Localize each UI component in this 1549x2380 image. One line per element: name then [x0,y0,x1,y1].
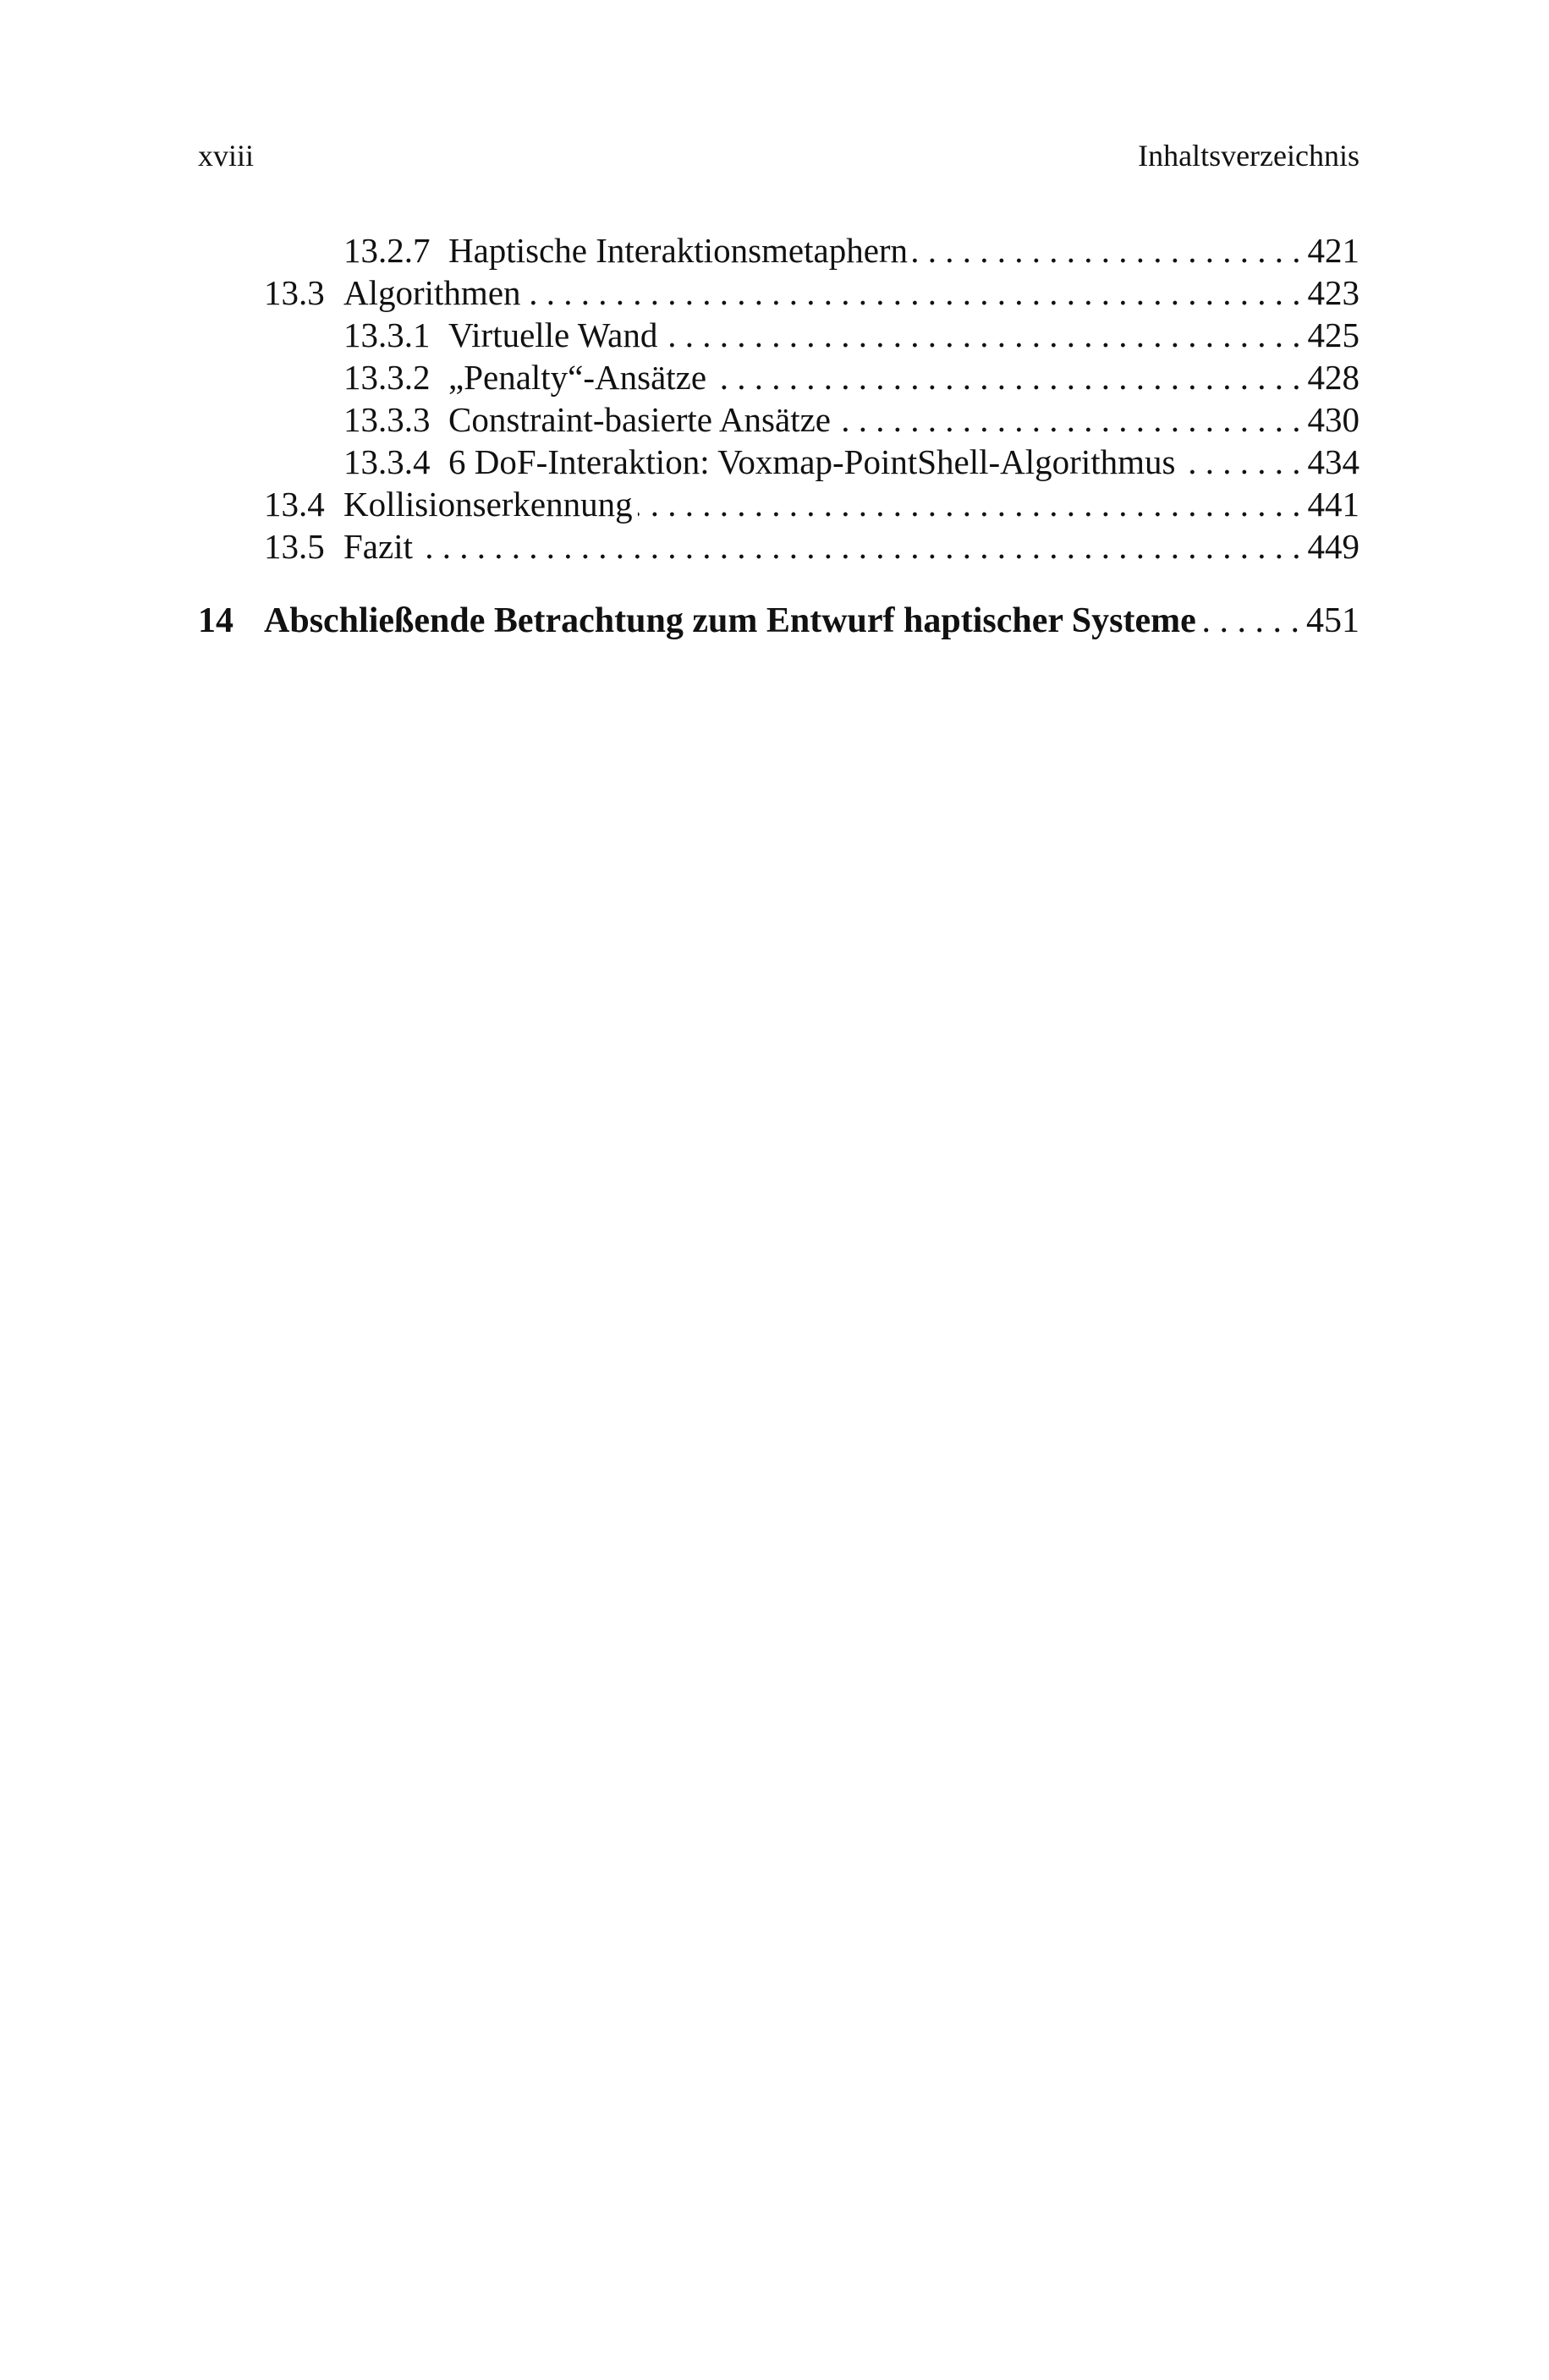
toc-entry-13-3-1[interactable] [343,313,1359,357]
toc-entry-number: 13.3.2 [343,358,431,397]
toc-entry-13-2-7[interactable] [343,228,1359,272]
toc-entry-13-3[interactable] [264,271,1359,315]
toc-entry-page: 451 [1306,601,1359,640]
toc-entry-number: 13.3.1 [343,315,431,354]
dot-leader [526,271,1301,315]
dot-leader [913,228,1300,272]
toc-entry-page: 423 [1307,273,1359,312]
toc-entry-13-5[interactable] [264,524,1359,568]
toc-entry-title: Algorithmen [343,273,521,312]
toc-entry-title: 6 DoF-Interaktion: Voxmap-PointShell-Algorithmus [448,442,1176,481]
toc-entry-page: 425 [1307,315,1359,354]
toc-entry-number: 14 [198,601,233,640]
toc-entry-page: 449 [1307,527,1359,566]
toc-entry-page: 421 [1307,231,1359,270]
toc-entry-page: 428 [1307,358,1359,397]
dot-leader [1180,440,1300,484]
toc-entry-number: 13.3 [264,273,325,312]
dot-leader [418,524,1301,568]
toc-entry-title: „Penalty“-Ansätze [448,358,707,397]
toc-entry-number: 13.3.4 [343,442,431,481]
toc-entry-13-3-4[interactable] [343,440,1359,484]
running-head [198,135,1359,176]
toc-entry-title: Kollisionserkennung [343,485,633,524]
toc-entry-number: 13.5 [264,527,325,566]
toc-entry-number: 13.4 [264,485,325,524]
toc-entry-page: 441 [1307,485,1359,524]
toc-entry-title: Abschließende Betrachtung zum Entwurf haptischer Systeme [264,601,1196,640]
toc-entry-13-4[interactable] [264,482,1359,526]
dot-leader [836,398,1300,441]
toc-entry-page: 434 [1307,442,1359,481]
dot-leader [711,355,1300,399]
toc-entry-number: 13.2.7 [343,231,431,270]
running-title: Inhaltsverzeichnis [1138,139,1359,173]
toc-entry-title: Virtuelle Wand [448,315,658,354]
dot-leader [638,482,1301,526]
dot-leader [1201,599,1299,643]
dot-leader [662,313,1300,357]
toc-entry-page: 430 [1307,400,1359,439]
toc-entry-13-3-2[interactable] [343,355,1359,399]
toc-entry-chapter-14[interactable] [198,599,1359,643]
toc-entry-number: 13.3.3 [343,400,431,439]
toc-entry-title: Fazit [343,527,413,566]
toc-entry-title: Constraint-basierte Ansätze [448,400,832,439]
toc-entry-title: Haptische Interaktionsmetaphern [448,231,909,270]
toc-entry-13-3-3[interactable] [343,398,1359,441]
page-number-folio: xviii [198,139,255,173]
